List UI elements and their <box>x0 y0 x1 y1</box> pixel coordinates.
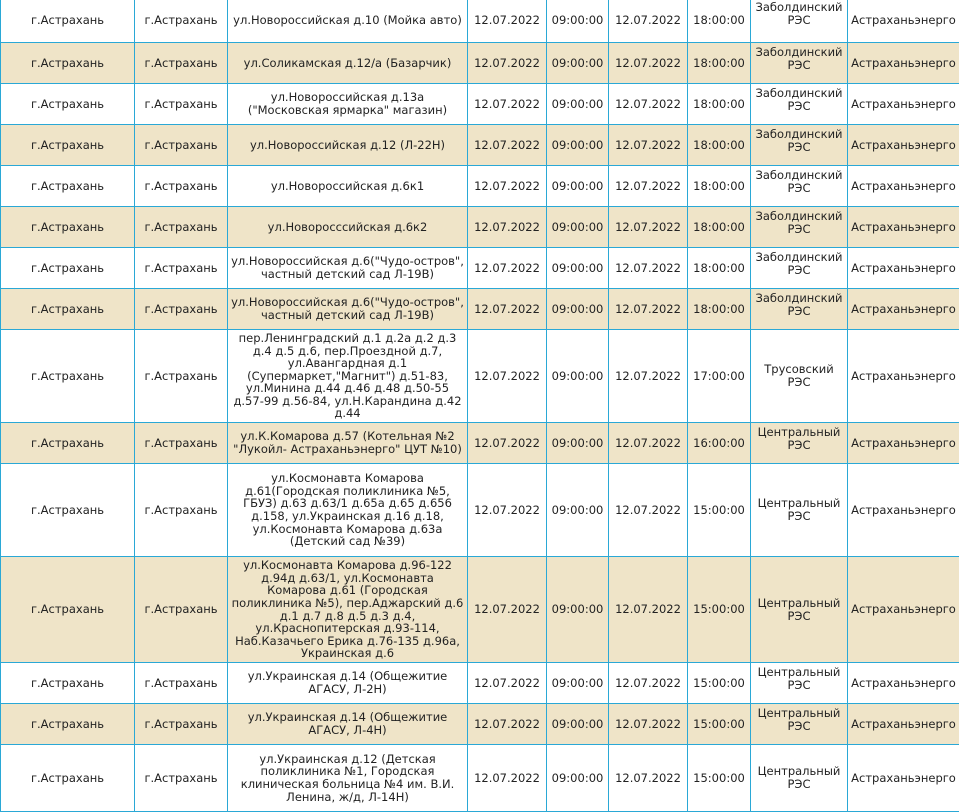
table-row <box>0 329 959 422</box>
start-time-cell: 09:00:00 <box>546 422 608 463</box>
start-time-cell: 09:00:00 <box>546 463 608 556</box>
table-row <box>0 556 959 662</box>
start-date-cell: 12.07.2022 <box>467 206 546 247</box>
address-cell: ул.Украинская д.12 (Детская поликлиника №1, Городская клиническая больница №4 им. В.И. Ленина, ж/д, Л-14Н) <box>227 744 467 812</box>
organization-cell: Астраханьэнерго <box>847 463 959 556</box>
start-time-cell: 09:00:00 <box>546 124 608 165</box>
end-time-cell: 18:00:00 <box>687 0 750 42</box>
res-cell: Центральный РЭС <box>750 662 847 703</box>
organization-cell: Астраханьэнерго <box>847 703 959 744</box>
settlement-cell: г.Астрахань <box>134 288 227 329</box>
start-date-cell: 12.07.2022 <box>467 83 546 124</box>
end-time-cell: 16:00:00 <box>687 422 750 463</box>
settlement-cell: г.Астрахань <box>134 744 227 812</box>
city-cell: г.Астрахань <box>0 42 134 83</box>
table-row <box>0 703 959 744</box>
start-date-cell: 12.07.2022 <box>467 165 546 206</box>
address-cell: ул.Соликамская д.12/а (Базарчик) <box>227 42 467 83</box>
res-cell: Заболдинский РЭС <box>750 42 847 83</box>
end-time-cell: 15:00:00 <box>687 703 750 744</box>
organization-cell: Астраханьэнерго <box>847 165 959 206</box>
start-date-cell: 12.07.2022 <box>467 42 546 83</box>
end-date-cell: 12.07.2022 <box>608 288 687 329</box>
organization-cell: Астраханьэнерго <box>847 0 959 42</box>
address-cell: ул.Новороссийская д.6("Чудо-остров", частный детский сад Л-19В) <box>227 288 467 329</box>
settlement-cell: г.Астрахань <box>134 83 227 124</box>
settlement-cell: г.Астрахань <box>134 556 227 662</box>
organization-cell: Астраханьэнерго <box>847 124 959 165</box>
settlement-cell: г.Астрахань <box>134 124 227 165</box>
address-cell: ул.Новороссийская д.13а ("Московская ярмарка" магазин) <box>227 83 467 124</box>
start-time-cell: 09:00:00 <box>546 329 608 422</box>
organization-cell: Астраханьэнерго <box>847 329 959 422</box>
start-time-cell: 09:00:00 <box>546 247 608 288</box>
res-cell: Заболдинский РЭС <box>750 247 847 288</box>
end-time-cell: 18:00:00 <box>687 288 750 329</box>
start-date-cell: 12.07.2022 <box>467 329 546 422</box>
organization-cell: Астраханьэнерго <box>847 206 959 247</box>
start-date-cell: 12.07.2022 <box>467 247 546 288</box>
start-date-cell: 12.07.2022 <box>467 556 546 662</box>
table-row <box>0 422 959 463</box>
city-cell: г.Астрахань <box>0 124 134 165</box>
res-cell: Заболдинский РЭС <box>750 288 847 329</box>
address-cell: ул.Новороссийская д.10 (Мойка авто) <box>227 0 467 42</box>
city-cell: г.Астрахань <box>0 744 134 812</box>
city-cell: г.Астрахань <box>0 422 134 463</box>
city-cell: г.Астрахань <box>0 703 134 744</box>
start-date-cell: 12.07.2022 <box>467 0 546 42</box>
start-time-cell: 09:00:00 <box>546 662 608 703</box>
organization-cell: Астраханьэнерго <box>847 288 959 329</box>
start-date-cell: 12.07.2022 <box>467 744 546 812</box>
res-cell: Заболдинский РЭС <box>750 124 847 165</box>
end-date-cell: 12.07.2022 <box>608 165 687 206</box>
res-cell: Центральный РЭС <box>750 463 847 556</box>
end-date-cell: 12.07.2022 <box>608 703 687 744</box>
res-cell: Трусовский РЭС <box>750 329 847 422</box>
city-cell: г.Астрахань <box>0 247 134 288</box>
address-cell: ул.Новороссийская д.12 (Л-22Н) <box>227 124 467 165</box>
address-cell: ул.Новороссийская д.6("Чудо-остров", частный детский сад Л-19В) <box>227 247 467 288</box>
address-cell: ул.Новороссийская д.6к1 <box>227 165 467 206</box>
city-cell: г.Астрахань <box>0 206 134 247</box>
end-time-cell: 18:00:00 <box>687 206 750 247</box>
settlement-cell: г.Астрахань <box>134 0 227 42</box>
res-cell: Центральный РЭС <box>750 556 847 662</box>
start-time-cell: 09:00:00 <box>546 0 608 42</box>
settlement-cell: г.Астрахань <box>134 247 227 288</box>
start-time-cell: 09:00:00 <box>546 165 608 206</box>
end-date-cell: 12.07.2022 <box>608 662 687 703</box>
end-date-cell: 12.07.2022 <box>608 744 687 812</box>
end-date-cell: 12.07.2022 <box>608 329 687 422</box>
table-row <box>0 247 959 288</box>
start-time-cell: 09:00:00 <box>546 206 608 247</box>
end-time-cell: 15:00:00 <box>687 556 750 662</box>
end-time-cell: 18:00:00 <box>687 124 750 165</box>
city-cell: г.Астрахань <box>0 463 134 556</box>
settlement-cell: г.Астрахань <box>134 422 227 463</box>
end-time-cell: 18:00:00 <box>687 165 750 206</box>
city-cell: г.Астрахань <box>0 662 134 703</box>
table-row <box>0 165 959 206</box>
end-date-cell: 12.07.2022 <box>608 0 687 42</box>
settlement-cell: г.Астрахань <box>134 463 227 556</box>
address-cell: ул.Украинская д.14 (Общежитие АГАСУ, Л-4Н) <box>227 703 467 744</box>
start-time-cell: 09:00:00 <box>546 83 608 124</box>
address-cell: ул.Космонавта Комарова д.96-122 д.94д д.63/1, ул.Космонавта Комарова д.61 (Городская поликлиника №5), пер.Аджарский д.6 д.1 д.7 д.8 д.5 д.3 д.4, ул.Краснопитерская д.93-114, Наб.Казачьего Ерика д.76-135 д.96а, Украинская д.6 <box>227 556 467 662</box>
table-row <box>0 42 959 83</box>
end-time-cell: 15:00:00 <box>687 744 750 812</box>
organization-cell: Астраханьэнерго <box>847 422 959 463</box>
res-cell: Центральный РЭС <box>750 744 847 812</box>
end-date-cell: 12.07.2022 <box>608 83 687 124</box>
address-cell: пер.Ленинградский д.1 д.2а д.2 д.3 д.4 д.5 д.6, пер.Проездной д.7, ул.Авангардная д.1 (Супермаркет,"Магнит") д.51-83, ул.Минина д.44 д.46 д.48 д.50-55 д.57-99 д.56-84, ул.Н.Карандина д.42 д.44 <box>227 329 467 422</box>
end-date-cell: 12.07.2022 <box>608 422 687 463</box>
start-time-cell: 09:00:00 <box>546 288 608 329</box>
start-date-cell: 12.07.2022 <box>467 463 546 556</box>
city-cell: г.Астрахань <box>0 288 134 329</box>
end-date-cell: 12.07.2022 <box>608 463 687 556</box>
city-cell: г.Астрахань <box>0 329 134 422</box>
settlement-cell: г.Астрахань <box>134 662 227 703</box>
table-row <box>0 206 959 247</box>
organization-cell: Астраханьэнерго <box>847 662 959 703</box>
table-row <box>0 662 959 703</box>
table-row <box>0 83 959 124</box>
table-row <box>0 0 959 42</box>
end-time-cell: 18:00:00 <box>687 247 750 288</box>
organization-cell: Астраханьэнерго <box>847 556 959 662</box>
start-time-cell: 09:00:00 <box>546 744 608 812</box>
table-row <box>0 463 959 556</box>
end-date-cell: 12.07.2022 <box>608 124 687 165</box>
end-time-cell: 15:00:00 <box>687 662 750 703</box>
city-cell: г.Астрахань <box>0 556 134 662</box>
organization-cell: Астраханьэнерго <box>847 42 959 83</box>
settlement-cell: г.Астрахань <box>134 329 227 422</box>
end-time-cell: 18:00:00 <box>687 83 750 124</box>
start-time-cell: 09:00:00 <box>546 42 608 83</box>
address-cell: ул.Новоросссийская д.6к2 <box>227 206 467 247</box>
table-row <box>0 744 959 812</box>
city-cell: г.Астрахань <box>0 83 134 124</box>
end-date-cell: 12.07.2022 <box>608 42 687 83</box>
organization-cell: Астраханьэнерго <box>847 83 959 124</box>
settlement-cell: г.Астрахань <box>134 42 227 83</box>
end-date-cell: 12.07.2022 <box>608 206 687 247</box>
address-cell: ул.Украинская д.14 (Общежитие АГАСУ, Л-2Н) <box>227 662 467 703</box>
res-cell: Центральный РЭС <box>750 703 847 744</box>
settlement-cell: г.Астрахань <box>134 165 227 206</box>
end-date-cell: 12.07.2022 <box>608 247 687 288</box>
start-date-cell: 12.07.2022 <box>467 662 546 703</box>
res-cell: Заболдинский РЭС <box>750 0 847 42</box>
address-cell: ул.К.Комарова д.57 (Котельная №2 "Лукойл- Астраханьэнерго" ЦУТ №10) <box>227 422 467 463</box>
table-row <box>0 124 959 165</box>
end-date-cell: 12.07.2022 <box>608 556 687 662</box>
settlement-cell: г.Астрахань <box>134 703 227 744</box>
end-time-cell: 18:00:00 <box>687 42 750 83</box>
start-time-cell: 09:00:00 <box>546 556 608 662</box>
res-cell: Центральный РЭС <box>750 422 847 463</box>
res-cell: Заболдинский РЭС <box>750 206 847 247</box>
organization-cell: Астраханьэнерго <box>847 247 959 288</box>
end-time-cell: 17:00:00 <box>687 329 750 422</box>
settlement-cell: г.Астрахань <box>134 206 227 247</box>
start-date-cell: 12.07.2022 <box>467 422 546 463</box>
city-cell: г.Астрахань <box>0 0 134 42</box>
start-date-cell: 12.07.2022 <box>467 124 546 165</box>
city-cell: г.Астрахань <box>0 165 134 206</box>
res-cell: Заболдинский РЭС <box>750 83 847 124</box>
start-time-cell: 09:00:00 <box>546 703 608 744</box>
table-row <box>0 288 959 329</box>
res-cell: Заболдинский РЭС <box>750 165 847 206</box>
organization-cell: Астраханьэнерго <box>847 744 959 812</box>
start-date-cell: 12.07.2022 <box>467 703 546 744</box>
end-time-cell: 15:00:00 <box>687 463 750 556</box>
start-date-cell: 12.07.2022 <box>467 288 546 329</box>
address-cell: ул.Космонавта Комарова д.61(Городская поликлиника №5, ГБУЗ) д.63 д.63/1 д.65а д.65 д.656 д.158, ул.Украинская д.16 д.18, ул.Космонавта Комарова д.63а (Детский сад №39) <box>227 463 467 556</box>
